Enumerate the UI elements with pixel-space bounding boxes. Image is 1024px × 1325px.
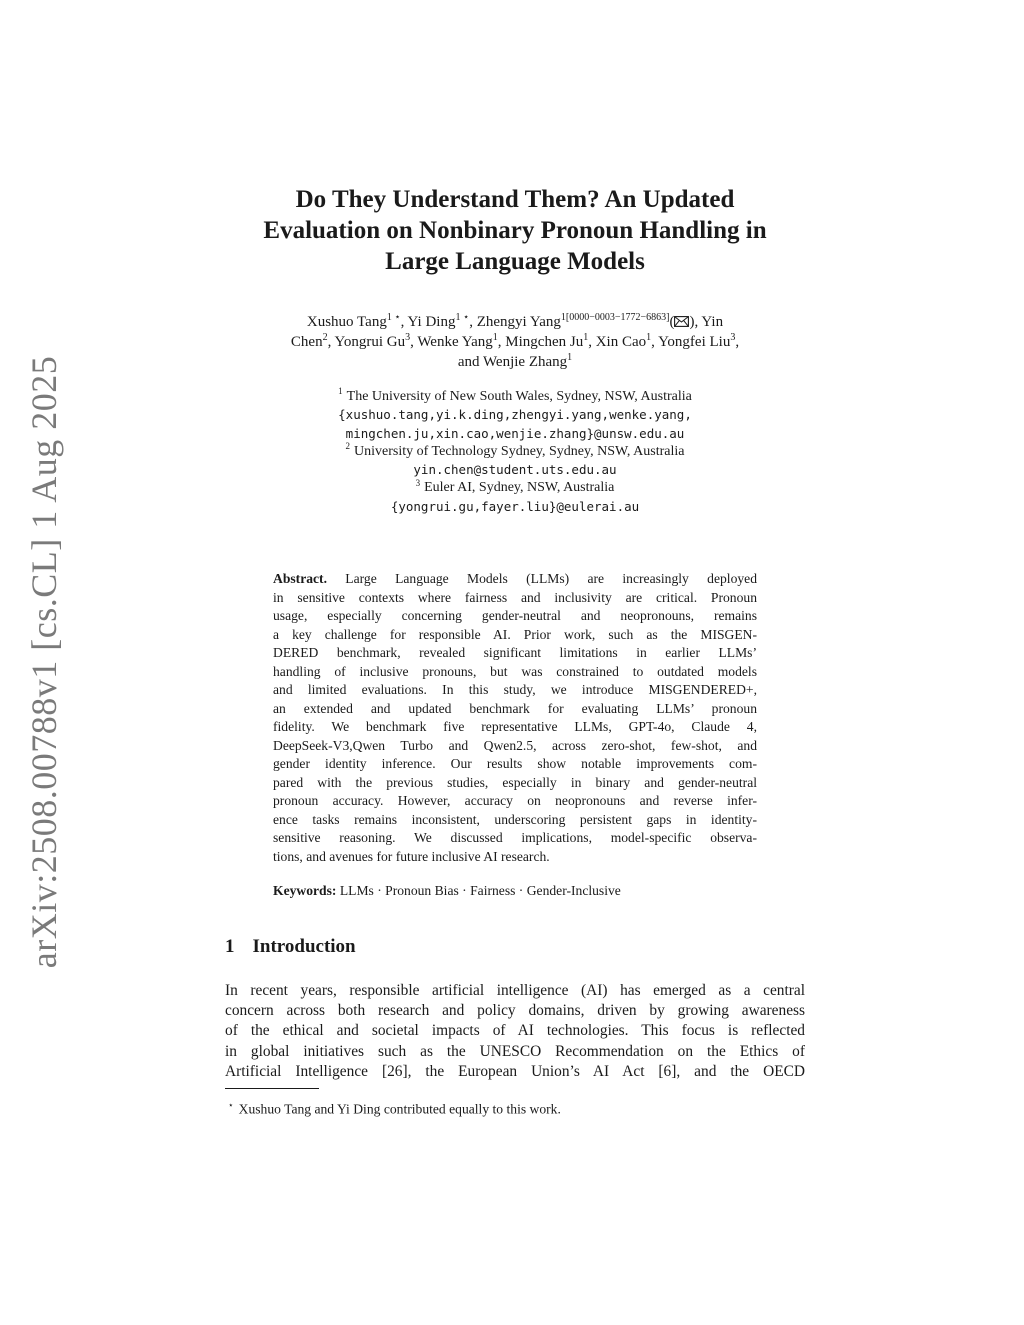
- author-affiliation-mark: 1: [492, 332, 498, 343]
- affiliation-uts: [215, 443, 815, 461]
- keywords: [273, 882, 757, 900]
- affiliation-euler: [215, 479, 815, 497]
- abstract-line: and limited evaluations. In this study, we introduce MISGENDERED+,: [273, 682, 757, 697]
- affiliation-email[interactable]: mingchen.ju,xin.cao,wenjie.zhang}@unsw.edu.au: [345, 425, 685, 441]
- affiliation-email[interactable]: yin.chen@student.uts.edu.au: [413, 462, 617, 478]
- arxiv-identifier: arXiv:2508.00788v1 [cs.CL] 1 Aug 2025: [24, 355, 64, 969]
- abstract-line: DeepSeek-V3,Qwen Turbo and Qwen2.5, across zero-shot, few-shot, and: [273, 737, 757, 753]
- keywords-label: Keywords:: [273, 883, 337, 898]
- section-title: Introduction: [252, 936, 356, 957]
- author-name: , Mingchen Ju: [497, 334, 584, 350]
- body-text-line: in global initiatives such as the UNESCO Recommendation on the Ethics of: [225, 1042, 805, 1060]
- paper-title: [200, 184, 830, 277]
- abstract: [273, 570, 757, 866]
- author-name: , Zhengyi Yang: [469, 314, 561, 330]
- author-name: , Wenke Yang: [410, 334, 493, 350]
- author-affiliation-mark: 3: [405, 332, 411, 343]
- footnote-divider: [225, 1088, 319, 1089]
- keywords-text: LLMs · Pronoun Bias · Fairness · Gender-Inclusive: [336, 883, 621, 898]
- footnote-marker: ⋆: [228, 1100, 234, 1110]
- title-line: Do They Understand Them? An Updated: [295, 186, 735, 213]
- author-affiliation-mark: 1: [583, 332, 589, 343]
- footnote-text: Xushuo Tang and Yi Ding contributed equally to this work.: [238, 1101, 561, 1117]
- author-name: , Yi Ding: [400, 314, 456, 330]
- affiliation-unsw: [215, 388, 815, 406]
- author-affiliation-mark: 3: [730, 332, 736, 343]
- author-list: [215, 312, 815, 372]
- abstract-line: sensitive reasoning. We discussed implications, model-specific observa-: [273, 830, 757, 845]
- abstract-line: ence tasks remains inconsistent, underscoring persistent gaps in identity-: [273, 811, 757, 827]
- abstract-line: pared with the previous studies, especially in binary and gender-neutral: [273, 774, 757, 790]
- abstract-line: [273, 570, 757, 589]
- section-number: 1: [225, 936, 235, 957]
- affiliation-number: 3: [415, 477, 421, 488]
- abstract-line: usage, especially concerning gender-neutral and neopronouns, remains: [273, 608, 757, 623]
- abstract-line: a key challenge for responsible AI. Prior work, such as the MISGEN-: [273, 626, 757, 642]
- affiliation-email[interactable]: {yongrui.gu,fayer.liu}@eulerai.au: [390, 498, 640, 514]
- body-text-line: Artificial Intelligence [26], the European Union’s AI Act [6], and the OECD: [225, 1062, 805, 1080]
- author-name: Xushuo Tang: [306, 314, 387, 330]
- affiliations: [215, 388, 815, 516]
- title-line: Large Language Models: [385, 248, 645, 275]
- affiliation-name: The University of New South Wales, Sydney, NSW, Australia: [346, 389, 692, 404]
- author-affiliation-mark: 1 ⋆: [386, 312, 401, 323]
- envelope-icon[interactable]: [674, 316, 689, 327]
- author-name: , Yongrui Gu: [327, 334, 406, 350]
- abstract-line: tions, and avenues for future inclusive AI research.: [273, 848, 550, 864]
- author-name: Chen: [290, 334, 323, 350]
- affiliation-number: 1: [338, 386, 343, 397]
- footnote: [228, 1096, 561, 1119]
- author-orcid: 1[0000−0003−1772−6863]: [560, 312, 670, 323]
- author-line: [215, 352, 815, 372]
- abstract-line: fidelity. We benchmark five representative LLMs, GPT-4o, Claude 4,: [273, 719, 757, 734]
- abstract-text: Large Language Models (LLMs) are increasingly deployed: [326, 571, 757, 586]
- body-text-line: concern across both research and policy domains, driven by growing awareness: [225, 1002, 805, 1020]
- affiliation-email[interactable]: {xushuo.tang,yi.k.ding,zhengyi.yang,wenke.yang,: [338, 407, 692, 423]
- author-affiliation-mark: 1: [567, 352, 573, 363]
- abstract-line: DERED benchmark, revealed significant limitations in earlier LLMs’: [273, 645, 757, 660]
- abstract-line: gender identity inference. Our results show notable improvements com-: [273, 756, 757, 771]
- abstract-line: an extended and updated benchmark for evaluating LLMs’ pronoun: [273, 700, 757, 716]
- abstract-label: Abstract.: [273, 571, 327, 586]
- body-text-line: In recent years, responsible artificial intelligence (AI) has emerged as a central: [225, 982, 805, 999]
- affiliation-number: 2: [345, 441, 351, 452]
- author-name: and Wenjie Zhang: [457, 354, 568, 370]
- author-separator: ), Yin: [689, 314, 724, 330]
- author-affiliation-mark: 1: [646, 332, 652, 343]
- abstract-line: in sensitive contexts where fairness and inclusivity are critical. Pronoun: [273, 589, 757, 605]
- introduction-paragraph: [225, 981, 805, 1082]
- author-name: , Xin Cao: [588, 334, 647, 350]
- body-text-line: of the ethical and societal impacts of AI technologies. This focus is reflected: [225, 1022, 805, 1040]
- author-affiliation-mark: 1 ⋆: [455, 312, 470, 323]
- title-line: Evaluation on Nonbinary Pronoun Handling in: [263, 217, 767, 244]
- author-name: , Yongfei Liu: [651, 334, 731, 350]
- author-separator: ,: [735, 334, 740, 350]
- affiliation-name: University of Technology Sydney, Sydney, NSW, Australia: [354, 443, 685, 459]
- author-affiliation-mark: 2: [322, 332, 328, 343]
- abstract-line: pronoun accuracy. However, accuracy on neopronouns and reverse infer-: [273, 793, 757, 808]
- section-heading-introduction: [225, 935, 356, 959]
- author-line: [215, 332, 815, 352]
- abstract-line: handling of inclusive pronouns, but was constrained to outdated models: [273, 663, 757, 679]
- affiliation-name: Euler AI, Sydney, NSW, Australia: [424, 480, 615, 496]
- author-line: Xushuo Tang$^{1 ⋆}$, Yi Ding$^{1 ⋆}$, Zhengyi Yang$^{1[0000-0003-1772-6863]}$( ), Yin: [306, 312, 724, 330]
